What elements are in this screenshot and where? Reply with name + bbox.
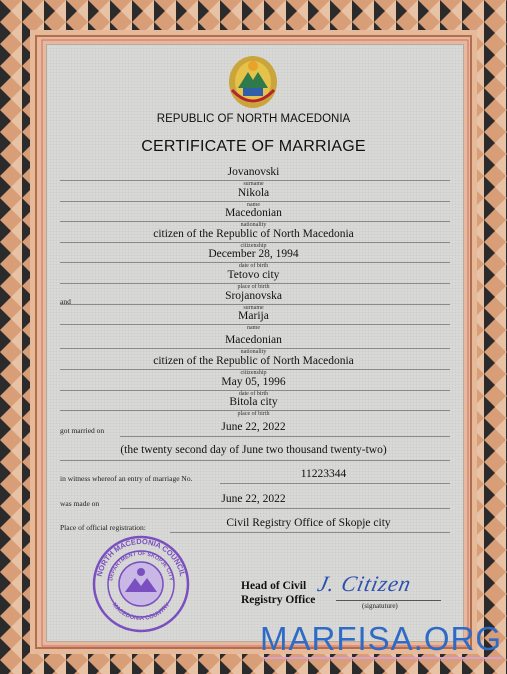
- bride-place-of-birth: Bitola city: [229, 396, 278, 408]
- entry-number: 11223344: [300, 468, 347, 480]
- place-registration-label: Place of official registration:: [60, 523, 146, 532]
- bride-name: Marija: [238, 310, 269, 322]
- surname-label: surname: [243, 305, 264, 311]
- bride-date-of-birth: May 05, 1996: [221, 376, 286, 388]
- coat-of-arms-icon: [226, 50, 280, 110]
- groom-surname: Jovanovski: [227, 166, 280, 178]
- groom-nationality: Macedonian: [225, 207, 282, 219]
- bride-nationality: Macedonian: [225, 334, 282, 346]
- head-label-line2: Registry Office: [241, 594, 316, 606]
- citizenship-label: citizenship: [240, 243, 267, 249]
- groom-name: Nikola: [237, 187, 270, 199]
- seal-inner-text: DEPARTMENT OF SKOPJE CITY: [108, 550, 174, 582]
- groom-date-of-birth: December 28, 1994: [208, 248, 299, 260]
- witness-label: in witness whereof an entry of marriage No.: [60, 474, 193, 483]
- bride-surname: Srojanovska: [225, 290, 282, 302]
- nationality-label: nationality: [240, 222, 267, 228]
- marriage-date: June 22, 2022: [221, 421, 286, 433]
- got-married-label: got married on: [60, 426, 105, 435]
- groom-place-of-birth: Tetovo city: [227, 269, 280, 281]
- surname-label: surname: [243, 181, 264, 187]
- and-label: and: [60, 297, 71, 306]
- date-of-birth-label: date of birth: [238, 263, 269, 269]
- was-made-on-label: was made on: [60, 499, 100, 508]
- country-heading: REPUBLIC OF NORTH MACEDONIA: [156, 113, 351, 125]
- watermark-text: MARFISA.ORG: [260, 620, 503, 657]
- head-label-line1: Head of Civil: [241, 580, 307, 592]
- seal-bottom-text: MACEDONIA COUNTRY: [110, 601, 172, 623]
- name-label: name: [247, 202, 260, 208]
- page-title: CERTIFICATE OF MARRIAGE: [141, 138, 366, 155]
- registration-place: Civil Registry Office of Skopje city: [226, 517, 391, 529]
- date-of-birth-label: date of birth: [238, 391, 269, 397]
- made-on-date: June 22, 2022: [221, 493, 286, 505]
- signature-text: J. Citizen: [315, 571, 414, 596]
- citizenship-label: citizenship: [240, 370, 267, 376]
- head-of-registry-label: [241, 579, 315, 607]
- marriage-date-words: (the twenty second day of June two thousand twenty-two): [120, 444, 387, 456]
- watermark-underline: [262, 657, 502, 659]
- signature-caption: (signatuture): [362, 602, 398, 610]
- signature-line: [336, 600, 441, 601]
- place-of-birth-label: place of birth: [237, 411, 270, 417]
- seal-outer-text: NORTH MACEDONIA COUNCIL: [94, 536, 188, 578]
- name-label: name: [247, 325, 260, 331]
- watermark-logo: [260, 620, 502, 658]
- groom-citizenship: citizen of the Republic of North Macedonia: [153, 228, 354, 240]
- place-of-birth-label: place of birth: [237, 284, 270, 290]
- bride-citizenship: citizen of the Republic of North Macedonia: [153, 355, 354, 367]
- official-seal-icon: [91, 534, 191, 634]
- nationality-label: nationality: [240, 349, 267, 355]
